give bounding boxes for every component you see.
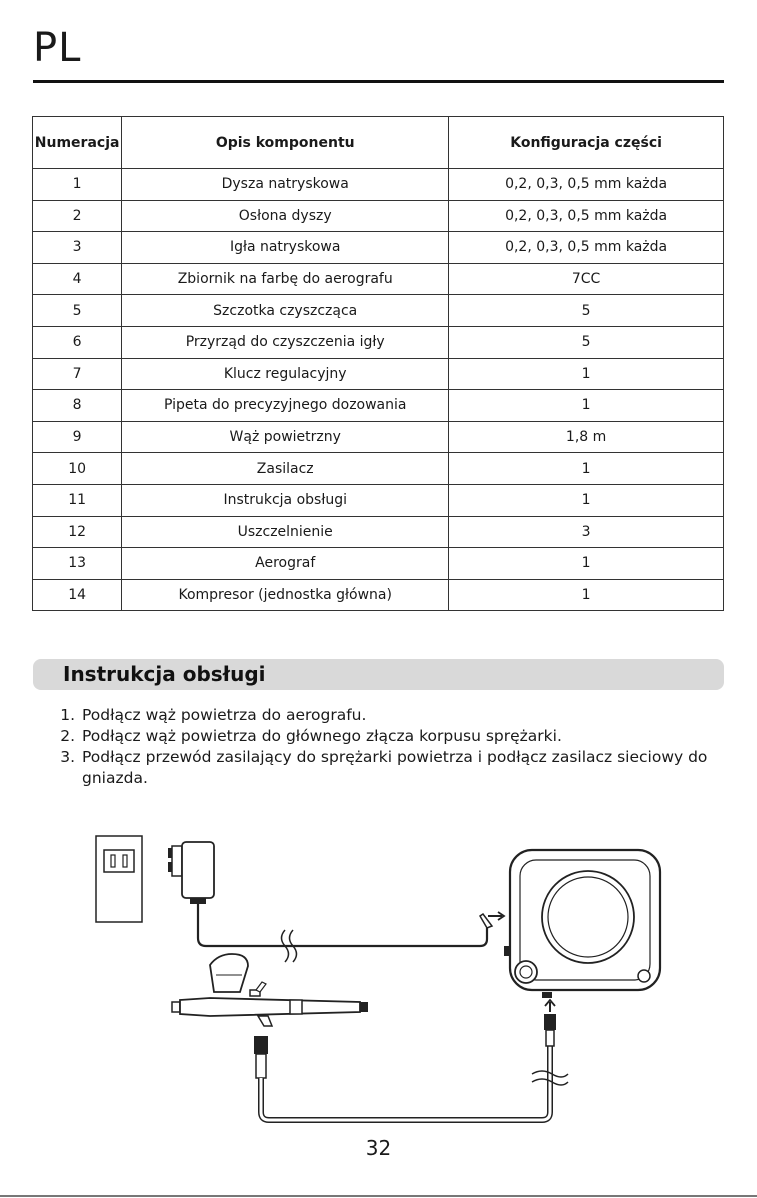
cell-description: Zasilacz — [122, 453, 449, 485]
airbrush-icon — [172, 954, 368, 1078]
cell-configuration: 0,2, 0,3, 0,5 mm każda — [449, 169, 724, 201]
instructions-section-bar — [33, 659, 724, 690]
cell-number: 5 — [33, 295, 122, 327]
cell-number: 3 — [33, 232, 122, 264]
instruction-step: 3. Podłącz przewód zasilający do sprężarki powietrza i podłącz zasilacz sieciowy do gniazda. — [80, 747, 740, 789]
cell-configuration: 1 — [449, 390, 724, 422]
table-row — [33, 169, 724, 201]
table-row — [33, 200, 724, 232]
cell-number: 13 — [33, 548, 122, 580]
table-row — [33, 548, 724, 580]
compressor-icon — [504, 850, 660, 998]
cell-description: Osłona dyszy — [122, 200, 449, 232]
cell-number: 12 — [33, 516, 122, 548]
cell-number: 11 — [33, 484, 122, 516]
cell-configuration: 3 — [449, 516, 724, 548]
wall-outlet-icon — [96, 836, 142, 922]
cell-description: Uszczelnienie — [122, 516, 449, 548]
cell-number: 10 — [33, 453, 122, 485]
cell-description: Aerograf — [122, 548, 449, 580]
cell-configuration: 1 — [449, 484, 724, 516]
table-header-row — [33, 117, 724, 169]
instructions-title: Instrukcja obsługi — [63, 662, 266, 686]
cell-description: Klucz regulacyjny — [122, 358, 449, 390]
cell-configuration: 0,2, 0,3, 0,5 mm każda — [449, 200, 724, 232]
cell-number: 2 — [33, 200, 122, 232]
cell-number: 7 — [33, 358, 122, 390]
table-row — [33, 390, 724, 422]
table-row — [33, 358, 724, 390]
cell-configuration: 1,8 m — [449, 421, 724, 453]
table-row — [33, 453, 724, 485]
cell-description: Zbiornik na farbę do aerografu — [122, 263, 449, 295]
connection-diagram — [90, 830, 670, 1130]
instruction-steps — [62, 705, 740, 789]
column-header-number: Numeracja — [33, 117, 122, 169]
parts-table — [32, 116, 724, 611]
table-row — [33, 421, 724, 453]
table-row — [33, 295, 724, 327]
cell-configuration: 5 — [449, 326, 724, 358]
cell-configuration: 1 — [449, 579, 724, 611]
page-number: 32 — [365, 1136, 392, 1160]
cell-description: Pipeta do precyzyjnego dozowania — [122, 390, 449, 422]
cell-configuration: 0,2, 0,3, 0,5 mm każda — [449, 232, 724, 264]
table-row — [33, 232, 724, 264]
cell-number: 6 — [33, 326, 122, 358]
cell-description: Przyrząd do czyszczenia igły — [122, 326, 449, 358]
cell-configuration: 7CC — [449, 263, 724, 295]
table-row — [33, 516, 724, 548]
language-heading: PL — [33, 25, 82, 71]
column-header-configuration: Konfiguracja części — [449, 117, 724, 169]
cell-configuration: 1 — [449, 358, 724, 390]
cell-description: Dysza natryskowa — [122, 169, 449, 201]
cell-configuration: 1 — [449, 453, 724, 485]
table-row — [33, 484, 724, 516]
table-row — [33, 326, 724, 358]
cell-number: 4 — [33, 263, 122, 295]
power-adapter-icon — [168, 842, 504, 962]
cell-description: Wąż powietrzny — [122, 421, 449, 453]
cell-description: Instrukcja obsługi — [122, 484, 449, 516]
bottom-divider — [0, 1195, 757, 1197]
instruction-step: 1. Podłącz wąż powietrza do aerografu. — [80, 705, 740, 726]
instruction-step: 2. Podłącz wąż powietrza do głównego złącza korpusu sprężarki. — [80, 726, 740, 747]
cell-description: Szczotka czyszcząca — [122, 295, 449, 327]
column-header-description: Opis komponentu — [122, 117, 449, 169]
cell-description: Igła natryskowa — [122, 232, 449, 264]
cell-number: 8 — [33, 390, 122, 422]
table-row — [33, 579, 724, 611]
cell-configuration: 1 — [449, 548, 724, 580]
cell-description: Kompresor (jednostka główna) — [122, 579, 449, 611]
cell-configuration: 5 — [449, 295, 724, 327]
cell-number: 9 — [33, 421, 122, 453]
cell-number: 14 — [33, 579, 122, 611]
header-divider — [33, 80, 724, 83]
cell-number: 1 — [33, 169, 122, 201]
air-hose-icon — [261, 1000, 568, 1120]
table-row — [33, 263, 724, 295]
